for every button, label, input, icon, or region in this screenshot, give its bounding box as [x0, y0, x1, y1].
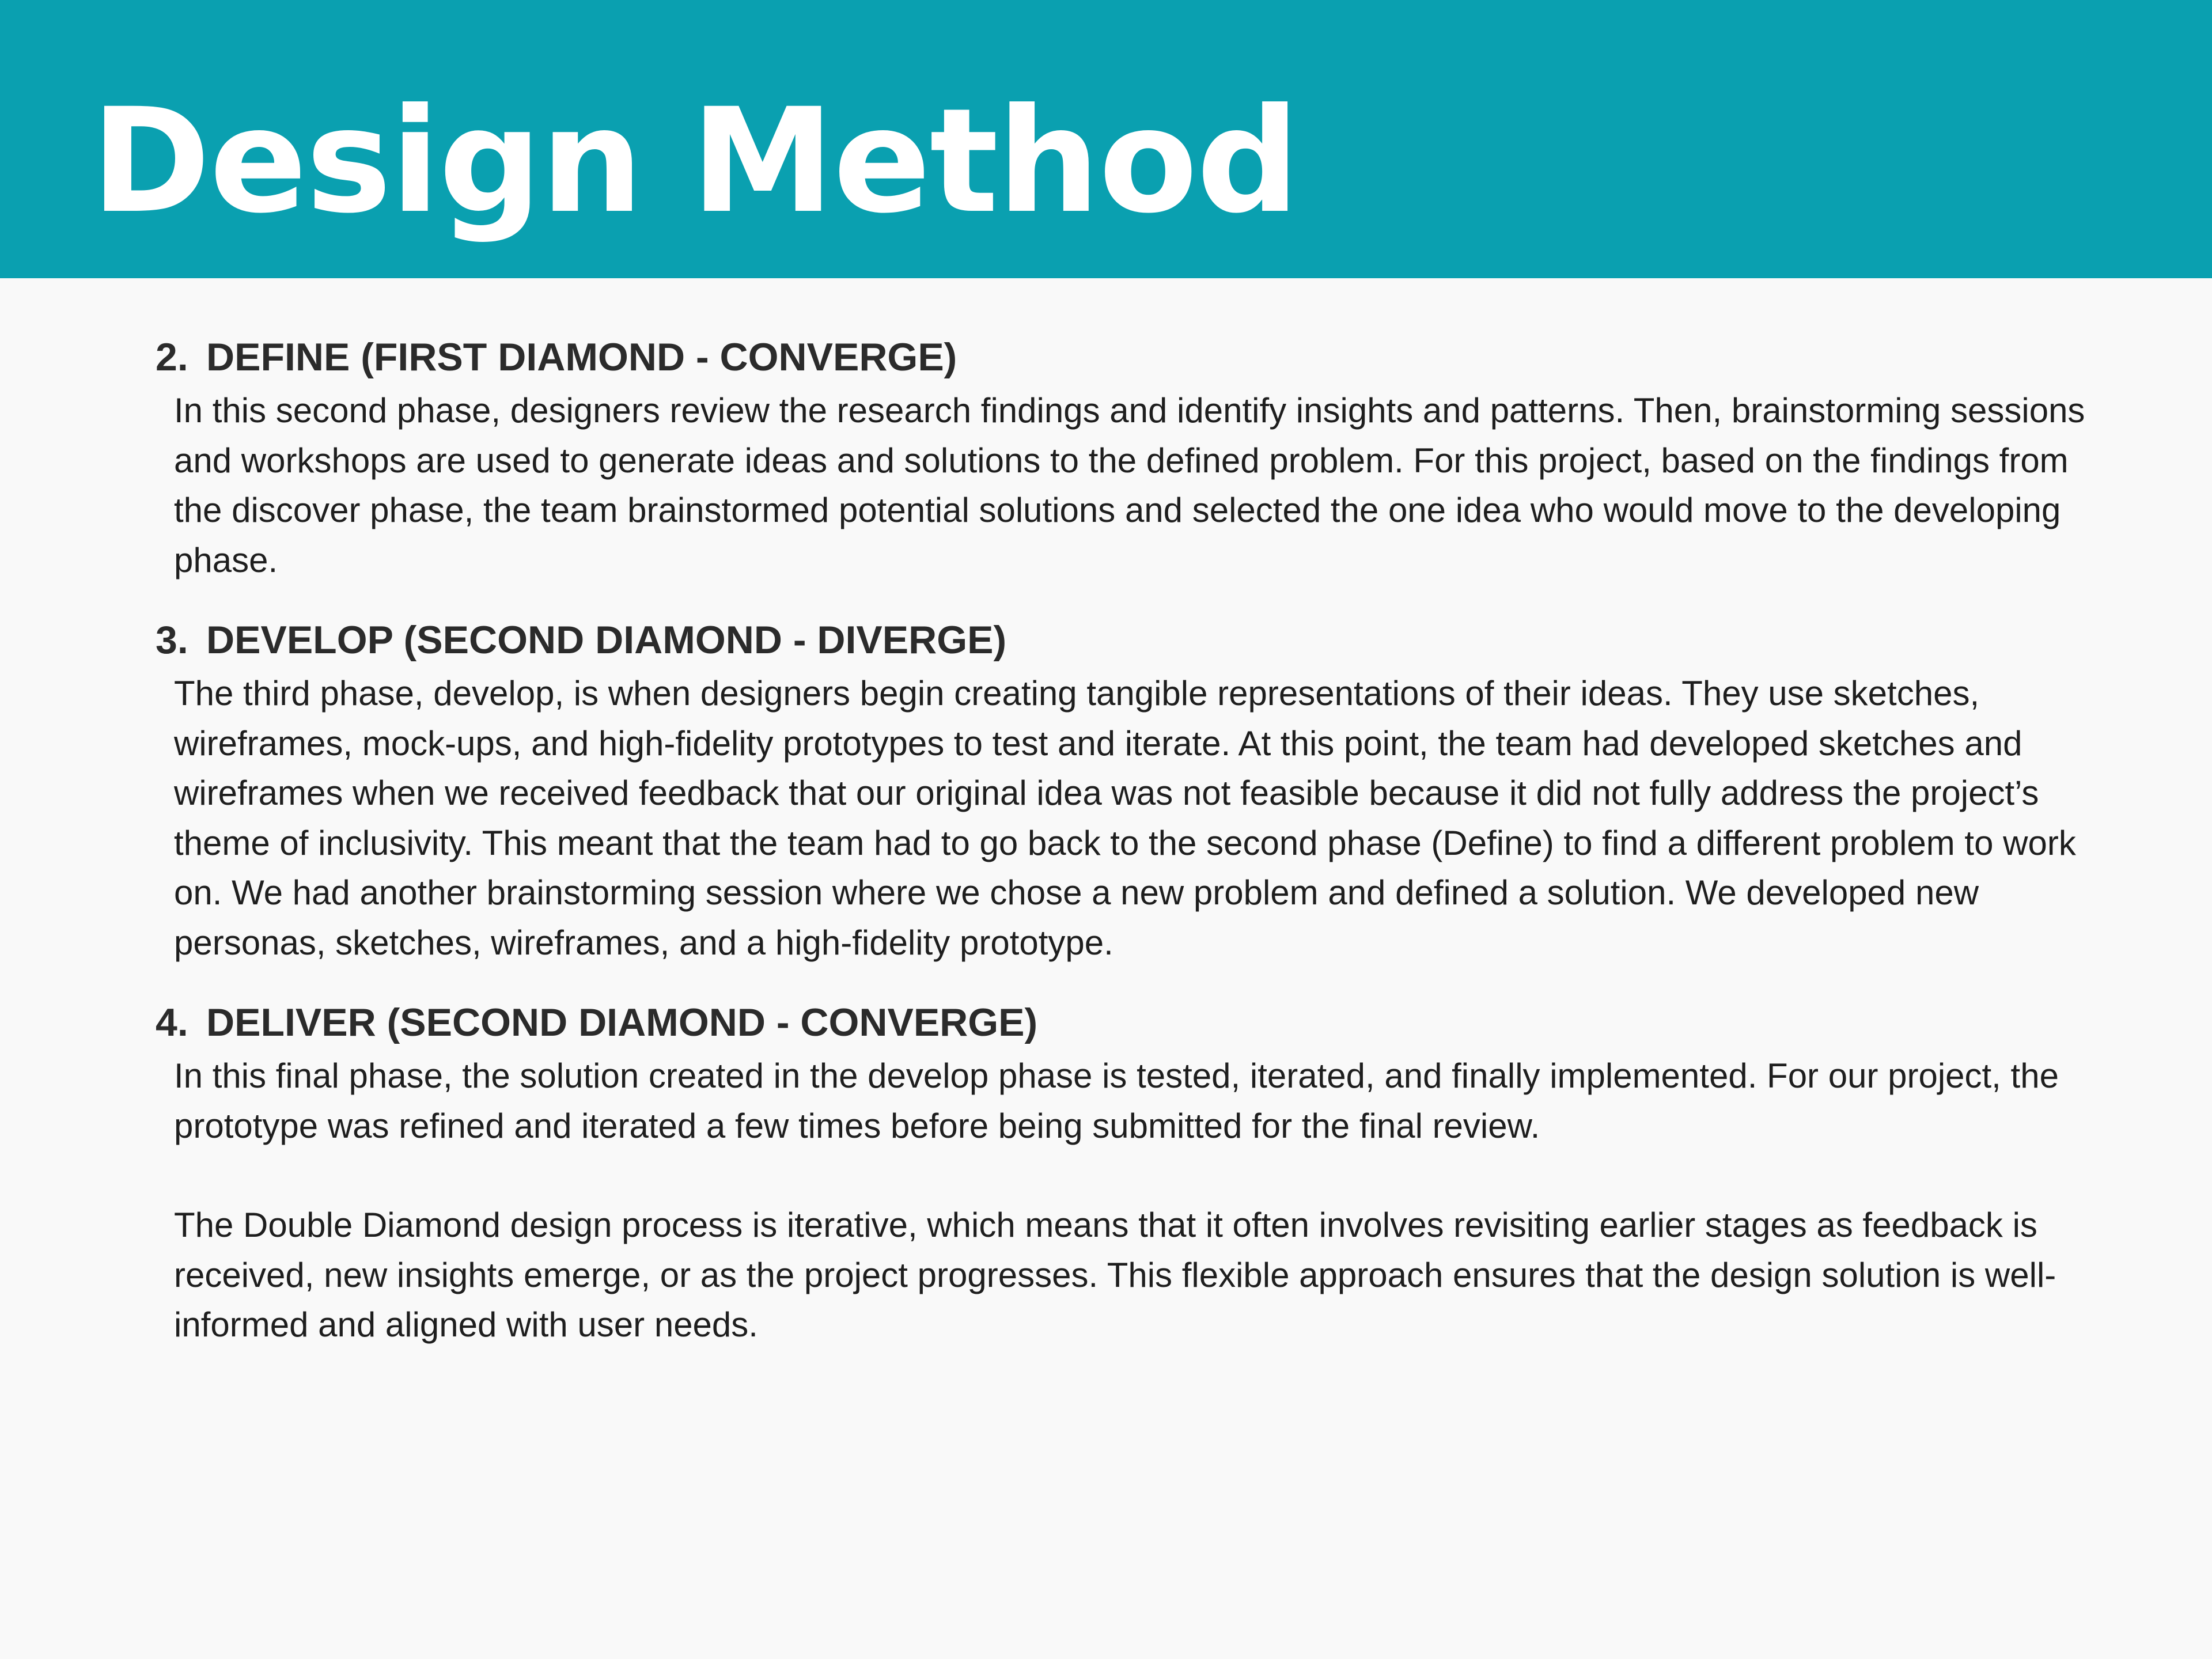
section-heading	[156, 611, 2114, 669]
section-body: The third phase, develop, is when designers begin creating tangible representations of their ideas. They use sketches, wireframes, mock-ups, and high-fidelity prototypes to test and iterate. At this point, the team had developed sketches and wireframes when we received feedback that our original idea was not feasible because it did not fully address the project’s theme of inclusivity. This meant that the team had to go back to the second phase (Define) to find a different problem to work on. We had another brainstorming session where we chose a new problem and defined a solution. We developed new personas, sketches, wireframes, and a high-fidelity prototype.	[174, 674, 2076, 962]
section-heading	[156, 328, 2114, 386]
section-heading	[156, 994, 2114, 1051]
section-develop	[156, 611, 2114, 968]
section-title: DELIVER (SECOND DIAMOND - CONVERGE)	[206, 1001, 1038, 1044]
section-define	[156, 328, 2114, 585]
section-deliver	[156, 994, 2114, 1151]
section-title: DEFINE (FIRST DIAMOND - CONVERGE)	[206, 335, 957, 379]
section-body: In this second phase, designers review the research findings and identify insights and patterns. Then, brainstorming sessions and workshops are used to generate ideas and solutions to the defined problem. For this project, based on the findings from the discover phase, the team brainstormed potential solutions and selected the one idea who would move to the developing phase.	[174, 391, 2085, 579]
section-body: In this final phase, the solution created in the develop phase is tested, iterated, and finally implemented. For our project, the prototype was refined and iterated a few times before being submitted for the final review.	[174, 1056, 2059, 1145]
section-number: 2.	[156, 335, 188, 379]
main-content	[156, 328, 2114, 1350]
section-title: DEVELOP (SECOND DIAMOND - DIVERGE)	[206, 618, 1007, 662]
closing-paragraph: The Double Diamond design process is iterative, which means that it often involves revisiting earlier stages as feedback is received, new insights emerge, or as the project progresses. This flexible approach ensures that the design solution is well-informed and aligned with user needs.	[174, 1206, 2056, 1344]
header-banner	[0, 0, 2212, 278]
page-title: Design Method	[91, 77, 1299, 245]
section-number: 3.	[156, 618, 188, 662]
section-number: 4.	[156, 1001, 188, 1044]
